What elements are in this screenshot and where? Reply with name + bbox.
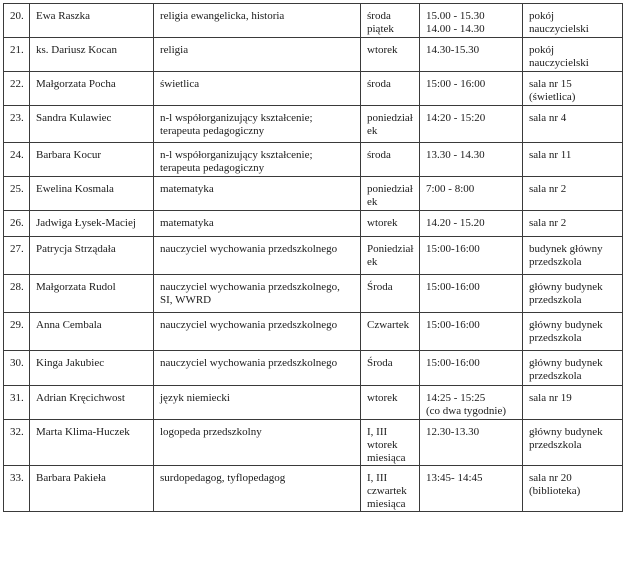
- row-number-line: 29.: [10, 319, 24, 331]
- subject-cell-line: n-l współorganizujący kształcenie;: [160, 149, 313, 161]
- time-cell: [420, 38, 523, 72]
- time-cell-line: 14:20 - 15:20: [426, 112, 486, 124]
- location-cell: [523, 466, 623, 512]
- day-cell: [361, 4, 420, 38]
- row-number: [4, 313, 30, 351]
- subject-cell-line: SI, WWRD: [160, 294, 212, 306]
- subject-cell-line: nauczyciel wychowania przedszkolnego: [160, 357, 338, 369]
- day-cell-line: ek: [367, 256, 378, 268]
- subject-cell-line: matematyka: [160, 217, 214, 229]
- day-cell-line: wtorek: [367, 44, 398, 56]
- day-cell: [361, 177, 420, 211]
- location-cell: [523, 275, 623, 313]
- subject-cell-line: matematyka: [160, 183, 214, 195]
- consultation-schedule-table: [3, 3, 623, 512]
- location-cell: [523, 211, 623, 237]
- time-cell-line: 12.30-13.30: [426, 426, 480, 438]
- row-number: [4, 177, 30, 211]
- day-cell-line: Poniedział: [367, 243, 414, 255]
- row-number-line: 25.: [10, 183, 24, 195]
- time-cell-line: 7:00 - 8:00: [426, 183, 475, 195]
- table-row: [4, 211, 623, 237]
- day-cell-line: miesiąca: [367, 452, 406, 464]
- row-number: [4, 237, 30, 275]
- location-cell: [523, 177, 623, 211]
- subject-cell: [154, 4, 361, 38]
- time-cell: [420, 4, 523, 38]
- teacher-name-line: Adrian Kręcichwost: [36, 392, 125, 404]
- teacher-name: [30, 313, 154, 351]
- table-row: [4, 351, 623, 386]
- day-cell: [361, 237, 420, 275]
- day-cell: [361, 313, 420, 351]
- time-cell: [420, 351, 523, 386]
- table-row: [4, 466, 623, 512]
- row-number: [4, 466, 30, 512]
- table-row: [4, 38, 623, 72]
- teacher-name: [30, 466, 154, 512]
- table-row: [4, 386, 623, 420]
- time-cell: [420, 386, 523, 420]
- location-cell-line: sala nr 2: [529, 217, 567, 229]
- day-cell-line: I, III: [367, 472, 388, 484]
- location-cell: [523, 38, 623, 72]
- day-cell-line: wtorek: [367, 217, 398, 229]
- location-cell-line: budynek główny: [529, 243, 603, 255]
- time-cell: [420, 106, 523, 143]
- row-number: [4, 72, 30, 106]
- row-number-line: 21.: [10, 44, 24, 56]
- row-number: [4, 106, 30, 143]
- day-cell: [361, 143, 420, 177]
- teacher-name: [30, 4, 154, 38]
- day-cell: [361, 72, 420, 106]
- day-cell: [361, 351, 420, 386]
- time-cell-line: 13.30 - 14.30: [426, 149, 485, 161]
- day-cell-line: wtorek: [367, 392, 398, 404]
- row-number: [4, 351, 30, 386]
- location-cell-line: przedszkola: [529, 370, 582, 382]
- row-number: [4, 275, 30, 313]
- subject-cell-line: nauczyciel wychowania przedszkolnego: [160, 319, 338, 331]
- day-cell-line: czwartek: [367, 485, 407, 497]
- teacher-name-line: Jadwiga Łysek-Maciej: [36, 217, 136, 229]
- day-cell: [361, 275, 420, 313]
- location-cell-line: główny budynek: [529, 426, 603, 438]
- subject-cell-line: religia: [160, 44, 189, 56]
- time-cell-line: 14:25 - 15:25: [426, 392, 486, 404]
- day-cell-line: Środa: [367, 357, 393, 369]
- subject-cell: [154, 38, 361, 72]
- teacher-name: [30, 106, 154, 143]
- row-number: [4, 143, 30, 177]
- teacher-name-line: Kinga Jakubiec: [36, 357, 105, 369]
- time-cell-line: 15:00-16:00: [426, 357, 480, 369]
- location-cell-line: sala nr 11: [529, 149, 572, 161]
- teacher-name-line: Ewa Raszka: [36, 10, 91, 22]
- day-cell-line: wtorek: [367, 439, 398, 451]
- time-cell-line: 15:00-16:00: [426, 243, 480, 255]
- location-cell-line: pokój: [529, 44, 555, 56]
- location-cell: [523, 237, 623, 275]
- teacher-name-line: ks. Dariusz Kocan: [36, 44, 117, 56]
- time-cell: [420, 313, 523, 351]
- subject-cell: [154, 211, 361, 237]
- table-row: [4, 313, 623, 351]
- row-number-line: 22.: [10, 78, 24, 90]
- location-cell-line: (biblioteka): [529, 485, 581, 497]
- teacher-name-line: Barbara Kocur: [36, 149, 102, 161]
- time-cell-line: 14.30-15.30: [426, 44, 480, 56]
- day-cell-line: miesiąca: [367, 498, 406, 510]
- teacher-name: [30, 143, 154, 177]
- time-cell: [420, 72, 523, 106]
- subject-cell: [154, 143, 361, 177]
- table-row: [4, 106, 623, 143]
- subject-cell: [154, 313, 361, 351]
- day-cell-line: poniedział: [367, 183, 413, 195]
- day-cell: [361, 386, 420, 420]
- row-number-line: 30.: [10, 357, 24, 369]
- teacher-name: [30, 351, 154, 386]
- teacher-name-line: Małgorzata Rudol: [36, 281, 116, 293]
- location-cell-line: (świetlica): [529, 91, 576, 103]
- row-number: [4, 211, 30, 237]
- subject-cell: [154, 386, 361, 420]
- row-number-line: 33.: [10, 472, 24, 484]
- subject-cell-line: świetlica: [160, 78, 200, 90]
- location-cell-line: nauczycielski: [529, 23, 589, 35]
- location-cell-line: sala nr 20: [529, 472, 572, 484]
- row-number-line: 31.: [10, 392, 24, 404]
- day-cell: [361, 466, 420, 512]
- location-cell-line: pokój: [529, 10, 555, 22]
- time-cell: [420, 211, 523, 237]
- day-cell: [361, 106, 420, 143]
- teacher-name-line: Ewelina Kosmala: [36, 183, 114, 195]
- subject-cell-line: nauczyciel wychowania przedszkolnego,: [160, 281, 340, 293]
- day-cell-line: I, III: [367, 426, 388, 438]
- location-cell-line: przedszkola: [529, 439, 582, 451]
- location-cell-line: sala nr 15: [529, 78, 572, 90]
- time-cell: [420, 143, 523, 177]
- location-cell: [523, 4, 623, 38]
- location-cell-line: główny budynek: [529, 357, 603, 369]
- time-cell-line: 13:45- 14:45: [426, 472, 483, 484]
- day-cell: [361, 211, 420, 237]
- location-cell-line: sala nr 19: [529, 392, 572, 404]
- row-number: [4, 4, 30, 38]
- teacher-name: [30, 72, 154, 106]
- time-cell-line: 15.00 - 15.30: [426, 10, 485, 22]
- subject-cell: [154, 237, 361, 275]
- teacher-name-line: Barbara Pakieła: [36, 472, 106, 484]
- table-row: [4, 275, 623, 313]
- time-cell-line: 15:00 - 16:00: [426, 78, 486, 90]
- location-cell-line: przedszkola: [529, 294, 582, 306]
- location-cell: [523, 351, 623, 386]
- row-number: [4, 420, 30, 466]
- row-number-line: 26.: [10, 217, 24, 229]
- time-cell-line: 14.20 - 15.20: [426, 217, 485, 229]
- location-cell-line: sala nr 4: [529, 112, 567, 124]
- row-number-line: 23.: [10, 112, 24, 124]
- location-cell: [523, 420, 623, 466]
- subject-cell-line: logopeda przedszkolny: [160, 426, 262, 438]
- teacher-name: [30, 420, 154, 466]
- teacher-name: [30, 38, 154, 72]
- teacher-name: [30, 275, 154, 313]
- location-cell-line: przedszkola: [529, 332, 582, 344]
- location-cell-line: główny budynek: [529, 319, 603, 331]
- subject-cell: [154, 106, 361, 143]
- day-cell-line: środa: [367, 149, 391, 161]
- time-cell-line: (co dwa tygodnie): [426, 405, 507, 417]
- row-number: [4, 386, 30, 420]
- location-cell-line: przedszkola: [529, 256, 582, 268]
- location-cell-line: główny budynek: [529, 281, 603, 293]
- table-row: [4, 177, 623, 211]
- teacher-name-line: Marta Klima-Huczek: [36, 426, 130, 438]
- row-number: [4, 38, 30, 72]
- location-cell: [523, 106, 623, 143]
- day-cell-line: Środa: [367, 281, 393, 293]
- time-cell-line: 14.00 - 14.30: [426, 23, 485, 35]
- table-row: [4, 143, 623, 177]
- day-cell-line: poniedział: [367, 112, 413, 124]
- subject-cell-line: terapeuta pedagogiczny: [160, 162, 265, 174]
- location-cell: [523, 143, 623, 177]
- time-cell: [420, 237, 523, 275]
- subject-cell-line: n-l współorganizujący kształcenie;: [160, 112, 313, 124]
- time-cell: [420, 420, 523, 466]
- location-cell: [523, 313, 623, 351]
- teacher-name: [30, 386, 154, 420]
- day-cell-line: ek: [367, 125, 378, 137]
- subject-cell: [154, 275, 361, 313]
- teacher-name: [30, 177, 154, 211]
- row-number-line: 20.: [10, 10, 24, 22]
- subject-cell: [154, 177, 361, 211]
- subject-cell: [154, 351, 361, 386]
- subject-cell-line: terapeuta pedagogiczny: [160, 125, 265, 137]
- teacher-name-line: Anna Cembala: [36, 319, 102, 331]
- time-cell: [420, 177, 523, 211]
- row-number-line: 28.: [10, 281, 24, 293]
- location-cell-line: sala nr 2: [529, 183, 567, 195]
- teacher-name: [30, 237, 154, 275]
- table-row: [4, 4, 623, 38]
- row-number-line: 27.: [10, 243, 24, 255]
- day-cell-line: środa: [367, 78, 391, 90]
- location-cell: [523, 386, 623, 420]
- day-cell: [361, 38, 420, 72]
- table-row: [4, 72, 623, 106]
- time-cell: [420, 466, 523, 512]
- subject-cell: [154, 420, 361, 466]
- subject-cell-line: język niemiecki: [160, 392, 230, 404]
- day-cell: [361, 420, 420, 466]
- subject-cell: [154, 466, 361, 512]
- location-cell: [523, 72, 623, 106]
- schedule-rows: [4, 4, 623, 512]
- day-cell-line: piątek: [367, 23, 394, 35]
- table-row: [4, 420, 623, 466]
- subject-cell-line: religia ewangelicka, historia: [160, 10, 285, 22]
- teacher-name-line: Patrycja Strządała: [36, 243, 116, 255]
- row-number-line: 32.: [10, 426, 24, 438]
- subject-cell: [154, 72, 361, 106]
- teacher-name-line: Sandra Kulawiec: [36, 112, 112, 124]
- location-cell-line: nauczycielski: [529, 57, 589, 69]
- teacher-name: [30, 211, 154, 237]
- day-cell-line: Czwartek: [367, 319, 410, 331]
- table-row: [4, 237, 623, 275]
- teacher-name-line: Małgorzata Pocha: [36, 78, 116, 90]
- row-number-line: 24.: [10, 149, 24, 161]
- time-cell: [420, 275, 523, 313]
- subject-cell-line: nauczyciel wychowania przedszkolnego: [160, 243, 338, 255]
- day-cell-line: ek: [367, 196, 378, 208]
- time-cell-line: 15:00-16:00: [426, 319, 480, 331]
- day-cell-line: środa: [367, 10, 391, 22]
- time-cell-line: 15:00-16:00: [426, 281, 480, 293]
- subject-cell-line: surdopedagog, tyflopedagog: [160, 472, 286, 484]
